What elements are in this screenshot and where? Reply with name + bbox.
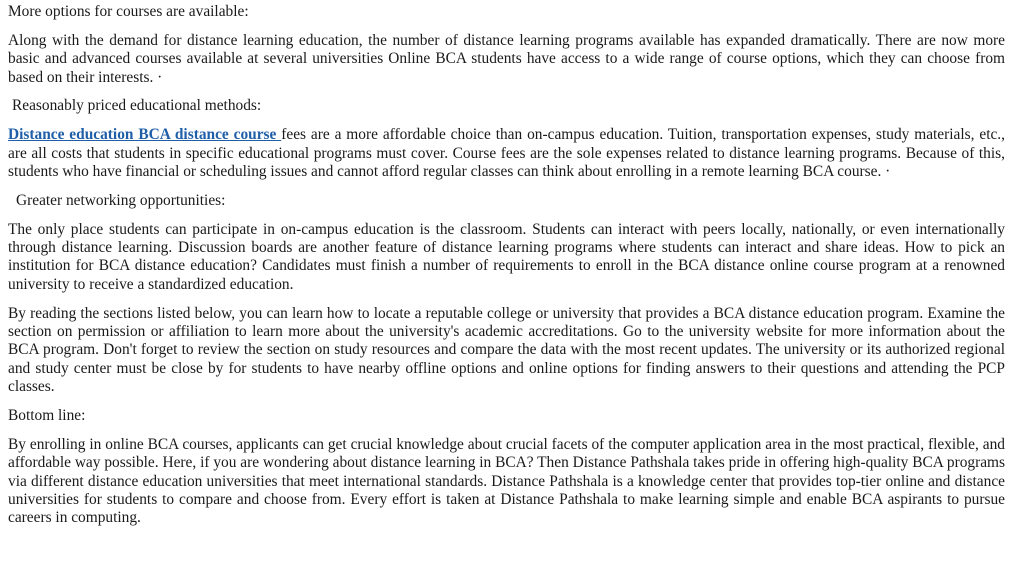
paragraph-reading: By reading the sections listed below, you can learn how to locate a reputable college or university that provides a BCA distance education program. Examine the section on permission or affiliation to learn more about the university's academic accreditations. Go to the university website for more information about the BCA program. Don't forget to review the section on study resources and compare the data with the most recent updates. The university or its authorized regional and study center must be close by for students to have nearby offline options and online options for finding answers to their questions and attending the PCP classes. xyxy=(8,304,1005,396)
paragraph-fees xyxy=(8,126,1005,181)
heading-networking: Greater networking opportunities: xyxy=(16,191,226,209)
paragraph-bottom-line: By enrolling in online BCA courses, applicants can get crucial knowledge about crucial facets of the computer application area in the most practical, flexible, and affordable way possible. Here, if you are wondering about distance learning in BCA? Then Distance Pathshala takes pride in offering high-quality BCA programs via different distance education universities that meet international standards. Distance Pathshala is a knowledge center that provides top-tier online and distance universities for students to compare and choose from. Every effort is taken at Distance Pathshala to make learning simple and enable BCA aspirants to pursue careers in computing. xyxy=(8,435,1005,527)
paragraph-fees-text: fees are a more affordable choice than on-campus education. Tuition, transportation expenses, study materials, etc., are all costs that students in specific educational programs must cover. Course fees are the sole expenses related to distance learning programs. Because of this, students who have financial or scheduling issues and cannot afford regular classes can think about enrolling in a remote learning BCA course. · xyxy=(8,126,1005,181)
heading-reasonably-priced: Reasonably priced educational methods: xyxy=(12,97,262,115)
heading-bottom-line: Bottom line: xyxy=(8,407,86,425)
distance-course-link[interactable]: Distance education BCA distance course xyxy=(8,126,282,144)
paragraph-demand: Along with the demand for distance learning education, the number of distance learning programs available has expanded dramatically. There are now more basic and advanced courses available at several universities Online BCA students have access to a wide range of course options, which they can choose from based on their interests. · xyxy=(8,31,1005,86)
heading-more-options: More options for courses are available: xyxy=(8,3,249,20)
paragraph-networking: The only place students can participate in on-campus education is the classroom. Students can interact with peers locally, nationally, or even internationally through distance learning. Discussion boards are another feature of distance learning programs where students can interact and share ideas. How to pick an institution for BCA distance education? Candidates must finish a number of requirements to enroll in the BCA distance online course program at a renowned university to receive a standardized education. xyxy=(8,220,1005,293)
